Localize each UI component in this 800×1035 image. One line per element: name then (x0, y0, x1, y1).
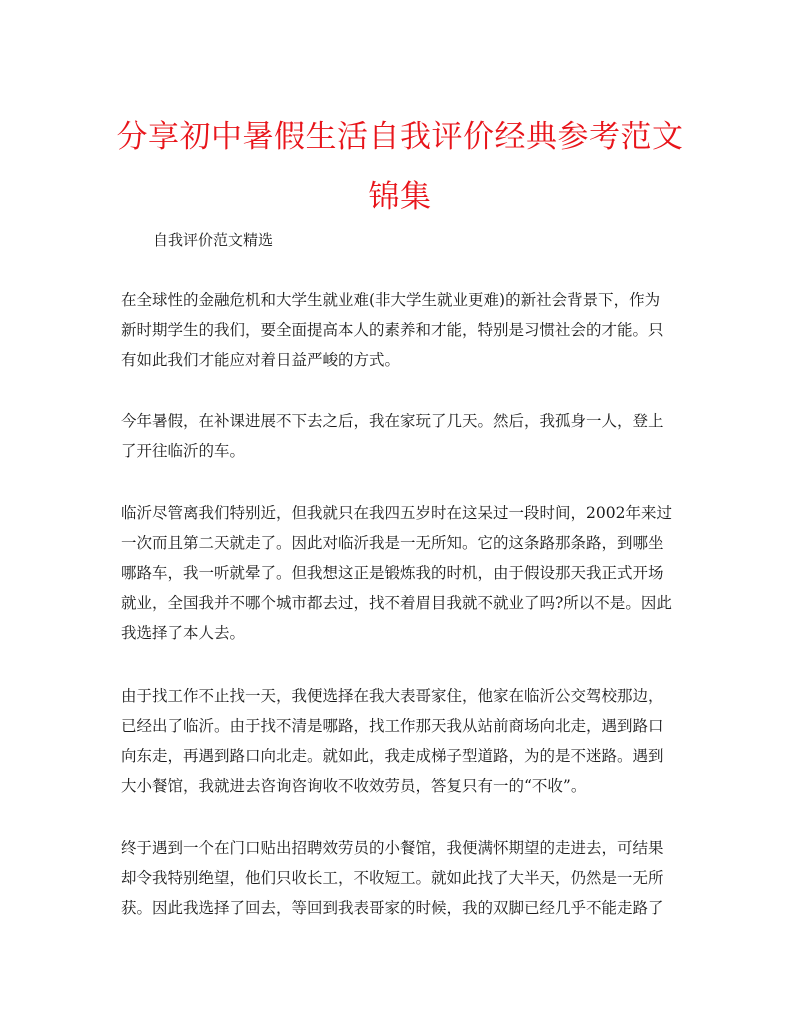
paragraph-line: 一次而且第二天就走了。因此对临沂我是一无所知。它的这条路那条路，到哪坐 (121, 534, 664, 552)
paragraph-line: 哪路车，我一听就晕了。但我想这正是锻炼我的时机，由于假设那天我正式开场 (121, 564, 664, 582)
paragraph-line: 却令我特别绝望，他们只收长工，不收短工。就如此找了大半天，仍然是一无所 (121, 869, 664, 887)
document-subtitle: 自我评价范文精选 (153, 231, 274, 249)
document-title-line-2: 锦集 (368, 179, 432, 215)
paragraph-line: 就业，全国我并不哪个城市都去过，找不着眉目我就不就业了吗?所以不是。因此 (121, 594, 672, 612)
paragraph-line: 临沂尽管离我们特别近，但我就只在我四五岁时在这呆过一段时间，2002年来过 (121, 504, 672, 522)
paragraph-line: 新时期学生的我们，要全面提高本人的素养和才能，特别是习惯社会的才能。只 (121, 321, 664, 339)
paragraph-line: 由于找工作不止找一天，我便选择在我大表哥家住，他家在临沂公交驾校那边， (121, 687, 664, 705)
paragraph-line: 今年暑假，在补课进展不下去之后，我在家玩了几天。然后，我孤身一人，登上 (121, 412, 664, 430)
paragraph-line: 大小餐馆，我就进去咨询咨询收不收效劳员，答复只有一的“不收”。 (121, 777, 587, 795)
paragraph-line: 我选择了本人去。 (121, 624, 246, 642)
paragraph-line: 获。因此我选择了回去，等回到我表哥家的时候，我的双脚已经几乎不能走路了 (121, 899, 664, 917)
paragraph-line: 在全球性的金融危机和大学生就业难(非大学生就业更难)的新社会背景下，作为 (121, 291, 661, 309)
paragraph-line: 已经出了临沂。由于找不清是哪路，找工作那天我从站前商场向北走，遇到路口 (121, 717, 664, 735)
paragraph-line: 有如此我们才能应对着日益严峻的方式。 (121, 351, 401, 369)
paragraph-line: 终于遇到一个在门口贴出招聘效劳员的小餐馆，我便满怀期望的走进去，可结果 (121, 839, 664, 857)
document-title-line-1: 分享初中暑假生活自我评价经典参考范文 (116, 119, 684, 155)
paragraph-line: 向东走，再遇到路口向北走。就如此，我走成梯子型道路，为的是不迷路。遇到 (121, 747, 664, 765)
paragraph-line: 了开往临沂的车。 (121, 442, 246, 460)
